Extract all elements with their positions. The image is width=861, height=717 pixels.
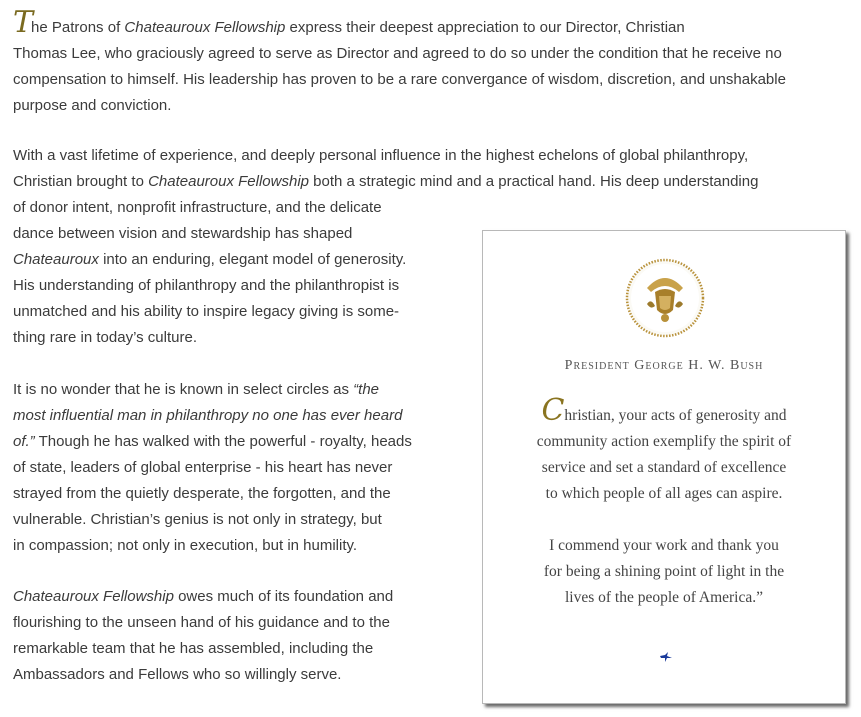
text-line: most influential man in philanthropy no one has ever heard: [13, 407, 403, 424]
text: Though he has walked with the powerful - royalty, heads: [34, 433, 412, 450]
text-line: [13, 5, 858, 41]
text: into an enduring, elegant model of generosity.: [98, 251, 407, 268]
bird-emblem-icon: [659, 651, 673, 663]
text-line: Thomas Lee, who graciously agreed to serve as Director and agreed to do so under the condition that he receive no: [13, 45, 782, 62]
quote-line: community action exemplify the spirit of: [536, 433, 792, 450]
quote-line: service and set a standard of excellence: [541, 459, 787, 476]
text-line: dance between vision and stewardship has shaped: [13, 225, 353, 242]
text-line: remarkable team that he has assembled, including the: [13, 640, 374, 657]
quote-line: lives of the people of America.”: [565, 589, 763, 606]
sender-name: President George H. W. Bush: [564, 358, 764, 373]
text-line: thing rare in today’s culture.: [13, 329, 197, 346]
text-line: in compassion; not only in execution, but in humility.: [13, 537, 358, 554]
quote-line: [483, 393, 845, 429]
text: both a strategic mind and a practical hand. His deep understanding: [309, 173, 759, 190]
reputation-paragraph: [13, 377, 453, 559]
text-line: [13, 584, 453, 610]
org-name: Chateauroux: [13, 251, 99, 268]
text-line: [13, 377, 453, 403]
text: owes much of its foundation and: [173, 588, 394, 605]
text-line: [13, 169, 858, 195]
org-name: Chateauroux Fellowship: [124, 19, 286, 36]
quote-line: I commend your work and thank you: [549, 537, 779, 554]
quote-line: for being a shining point of light in the: [543, 563, 785, 580]
quote-line: to which people of all ages can aspire.: [545, 485, 783, 502]
text-line: compensation to himself. His leadership has proven to be a rare convergance of wisdom, discretion, and unshakable: [13, 71, 786, 88]
quote-text: “the: [353, 381, 380, 398]
text-line: strayed from the quietly desperate, the forgotten, and the: [13, 485, 391, 502]
quote-drop-cap: C: [541, 393, 565, 428]
text: Christian brought to: [13, 173, 149, 190]
text-line: vulnerable. Christian’s genius is not only in strategy, but: [13, 511, 382, 528]
text: hristian, your acts of generosity and: [564, 407, 787, 424]
text-line: of donor intent, nonprofit infrastructure, and the delicate: [13, 199, 382, 216]
letter-quote: [483, 393, 845, 611]
text-line: [13, 429, 453, 455]
text: It is no wonder that he is known in select circles as: [13, 381, 354, 398]
text-line: unmatched and his ability to inspire legacy giving is some-: [13, 303, 400, 320]
text: express their deepest appreciation to our Director, Christian: [285, 19, 685, 36]
text: he Patrons of: [31, 19, 125, 36]
text-line: Ambassadors and Fellows who so willingly serve.: [13, 666, 342, 683]
org-name: Chateauroux Fellowship: [13, 588, 174, 605]
org-name: Chateauroux Fellowship: [148, 173, 309, 190]
text-line: His understanding of philanthropy and the philanthropist is: [13, 277, 400, 294]
text-line: of state, leaders of global enterprise - his heart has never: [13, 459, 393, 476]
presidential-letter-card: [482, 230, 846, 704]
text-line: purpose and conviction.: [13, 97, 172, 114]
text-line: flourishing to the unseen hand of his guidance and to the: [13, 614, 390, 631]
appreciation-paragraph: [13, 5, 858, 119]
foundation-paragraph: [13, 584, 453, 688]
quote-text: of.”: [13, 433, 35, 450]
drop-cap: T: [13, 5, 32, 40]
text-line: With a vast lifetime of experience, and deeply personal influence in the highest echelons of global philanthropy,: [13, 147, 749, 164]
presidential-seal-icon: [625, 258, 705, 338]
